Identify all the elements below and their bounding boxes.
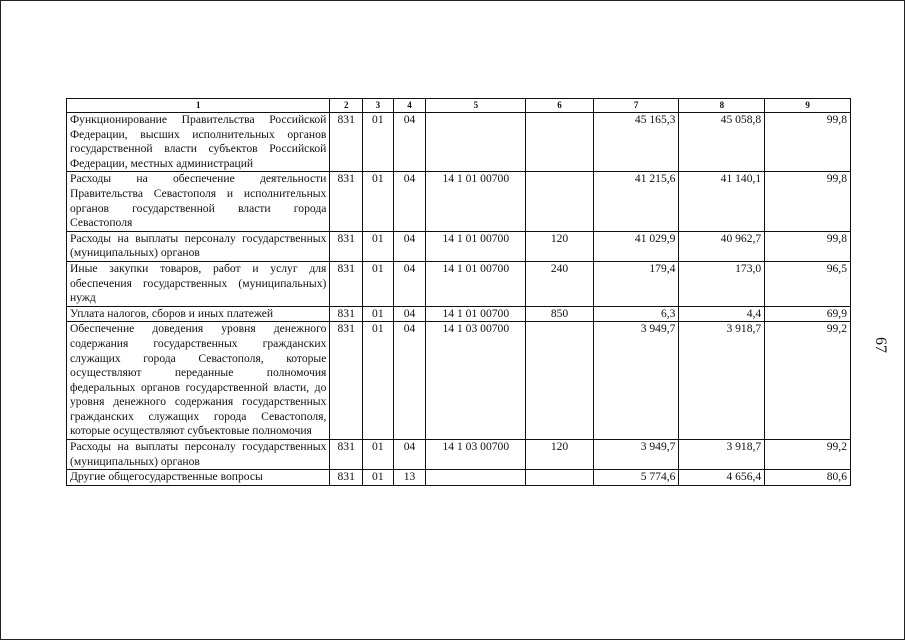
subsection-cell: 04 bbox=[393, 172, 426, 231]
planned-amount-cell: 41 215,6 bbox=[593, 172, 679, 231]
planned-amount-cell: 41 029,9 bbox=[593, 231, 679, 261]
column-header: 2 bbox=[330, 99, 363, 113]
row-name-cell: Обеспечение доведения уровня денежного содержания государственных гражданских служащих города Севастополя, которые осуществляют переданные полномочия федеральных органов государственной власти, до уровня денежного содержания государственных гражданских служащих города Севастополя, которые осуществляют субъектовые полномочия bbox=[67, 322, 330, 440]
column-header: 6 bbox=[526, 99, 593, 113]
percent-cell: 96,5 bbox=[765, 261, 851, 306]
percent-cell: 99,2 bbox=[765, 440, 851, 470]
ministry-code-cell: 831 bbox=[330, 261, 363, 306]
executed-amount-cell: 4,4 bbox=[679, 306, 765, 322]
row-name-cell: Уплата налогов, сборов и иных платежей bbox=[67, 306, 330, 322]
row-name-cell: Другие общегосударственные вопросы bbox=[67, 470, 330, 486]
section-cell: 01 bbox=[363, 322, 394, 440]
expense-type-cell bbox=[526, 470, 593, 486]
section-cell: 01 bbox=[363, 261, 394, 306]
row-name-cell: Расходы на выплаты персоналу государственных (муниципальных) органов bbox=[67, 440, 330, 470]
column-header: 8 bbox=[679, 99, 765, 113]
planned-amount-cell: 3 949,7 bbox=[593, 440, 679, 470]
target-article-cell: 14 1 01 00700 bbox=[426, 306, 526, 322]
subsection-cell: 04 bbox=[393, 322, 426, 440]
section-cell: 01 bbox=[363, 231, 394, 261]
ministry-code-cell: 831 bbox=[330, 322, 363, 440]
section-cell: 01 bbox=[363, 470, 394, 486]
expense-type-cell bbox=[526, 322, 593, 440]
row-name-cell: Расходы на обеспечение деятельности Правительства Севастополя и исполнительных органов государственной власти города Севастополя bbox=[67, 172, 330, 231]
subsection-cell: 13 bbox=[393, 470, 426, 486]
section-cell: 01 bbox=[363, 172, 394, 231]
column-header: 5 bbox=[426, 99, 526, 113]
planned-amount-cell: 6,3 bbox=[593, 306, 679, 322]
percent-cell: 80,6 bbox=[765, 470, 851, 486]
target-article-cell: 14 1 03 00700 bbox=[426, 322, 526, 440]
ministry-code-cell: 831 bbox=[330, 440, 363, 470]
column-header: 3 bbox=[363, 99, 394, 113]
column-header: 4 bbox=[393, 99, 426, 113]
subsection-cell: 04 bbox=[393, 261, 426, 306]
target-article-cell bbox=[426, 113, 526, 172]
row-name-cell: Расходы на выплаты персоналу государственных (муниципальных) органов bbox=[67, 231, 330, 261]
ministry-code-cell: 831 bbox=[330, 172, 363, 231]
expense-type-cell bbox=[526, 172, 593, 231]
subsection-cell: 04 bbox=[393, 440, 426, 470]
executed-amount-cell: 40 962,7 bbox=[679, 231, 765, 261]
column-header: 7 bbox=[593, 99, 679, 113]
table-row bbox=[67, 306, 851, 322]
executed-amount-cell: 4 656,4 bbox=[679, 470, 765, 486]
executed-amount-cell: 173,0 bbox=[679, 261, 765, 306]
percent-cell: 99,8 bbox=[765, 172, 851, 231]
ministry-code-cell: 831 bbox=[330, 113, 363, 172]
table-row bbox=[67, 172, 851, 231]
target-article-cell: 14 1 01 00700 bbox=[426, 172, 526, 231]
subsection-cell: 04 bbox=[393, 113, 426, 172]
expense-type-cell: 120 bbox=[526, 440, 593, 470]
table-row bbox=[67, 322, 851, 440]
percent-cell: 99,8 bbox=[765, 113, 851, 172]
planned-amount-cell: 45 165,3 bbox=[593, 113, 679, 172]
expense-type-cell: 850 bbox=[526, 306, 593, 322]
expense-type-cell: 240 bbox=[526, 261, 593, 306]
column-header: 9 bbox=[765, 99, 851, 113]
planned-amount-cell: 179,4 bbox=[593, 261, 679, 306]
planned-amount-cell: 5 774,6 bbox=[593, 470, 679, 486]
table-row bbox=[67, 231, 851, 261]
executed-amount-cell: 3 918,7 bbox=[679, 322, 765, 440]
column-header: 1 bbox=[67, 99, 330, 113]
percent-cell: 99,8 bbox=[765, 231, 851, 261]
table-row bbox=[67, 113, 851, 172]
row-name-cell: Функционирование Правительства Российской Федерации, высших исполнительных органов государственной власти субъектов Российской Федерации, местных администраций bbox=[67, 113, 330, 172]
percent-cell: 69,9 bbox=[765, 306, 851, 322]
ministry-code-cell: 831 bbox=[330, 231, 363, 261]
section-cell: 01 bbox=[363, 113, 394, 172]
expense-type-cell bbox=[526, 113, 593, 172]
table-row bbox=[67, 440, 851, 470]
subsection-cell: 04 bbox=[393, 306, 426, 322]
executed-amount-cell: 45 058,8 bbox=[679, 113, 765, 172]
subsection-cell: 04 bbox=[393, 231, 426, 261]
expense-type-cell: 120 bbox=[526, 231, 593, 261]
ministry-code-cell: 831 bbox=[330, 470, 363, 486]
target-article-cell: 14 1 03 00700 bbox=[426, 440, 526, 470]
table-header-row bbox=[67, 99, 851, 113]
executed-amount-cell: 3 918,7 bbox=[679, 440, 765, 470]
target-article-cell: 14 1 01 00700 bbox=[426, 231, 526, 261]
executed-amount-cell: 41 140,1 bbox=[679, 172, 765, 231]
table-row bbox=[67, 470, 851, 486]
target-article-cell: 14 1 01 00700 bbox=[426, 261, 526, 306]
page-number: 67 bbox=[872, 337, 889, 353]
budget-table bbox=[66, 98, 851, 486]
section-cell: 01 bbox=[363, 440, 394, 470]
planned-amount-cell: 3 949,7 bbox=[593, 322, 679, 440]
ministry-code-cell: 831 bbox=[330, 306, 363, 322]
target-article-cell bbox=[426, 470, 526, 486]
table-row bbox=[67, 261, 851, 306]
section-cell: 01 bbox=[363, 306, 394, 322]
row-name-cell: Иные закупки товаров, работ и услуг для обеспечения государственных (муниципальных) нужд bbox=[67, 261, 330, 306]
percent-cell: 99,2 bbox=[765, 322, 851, 440]
